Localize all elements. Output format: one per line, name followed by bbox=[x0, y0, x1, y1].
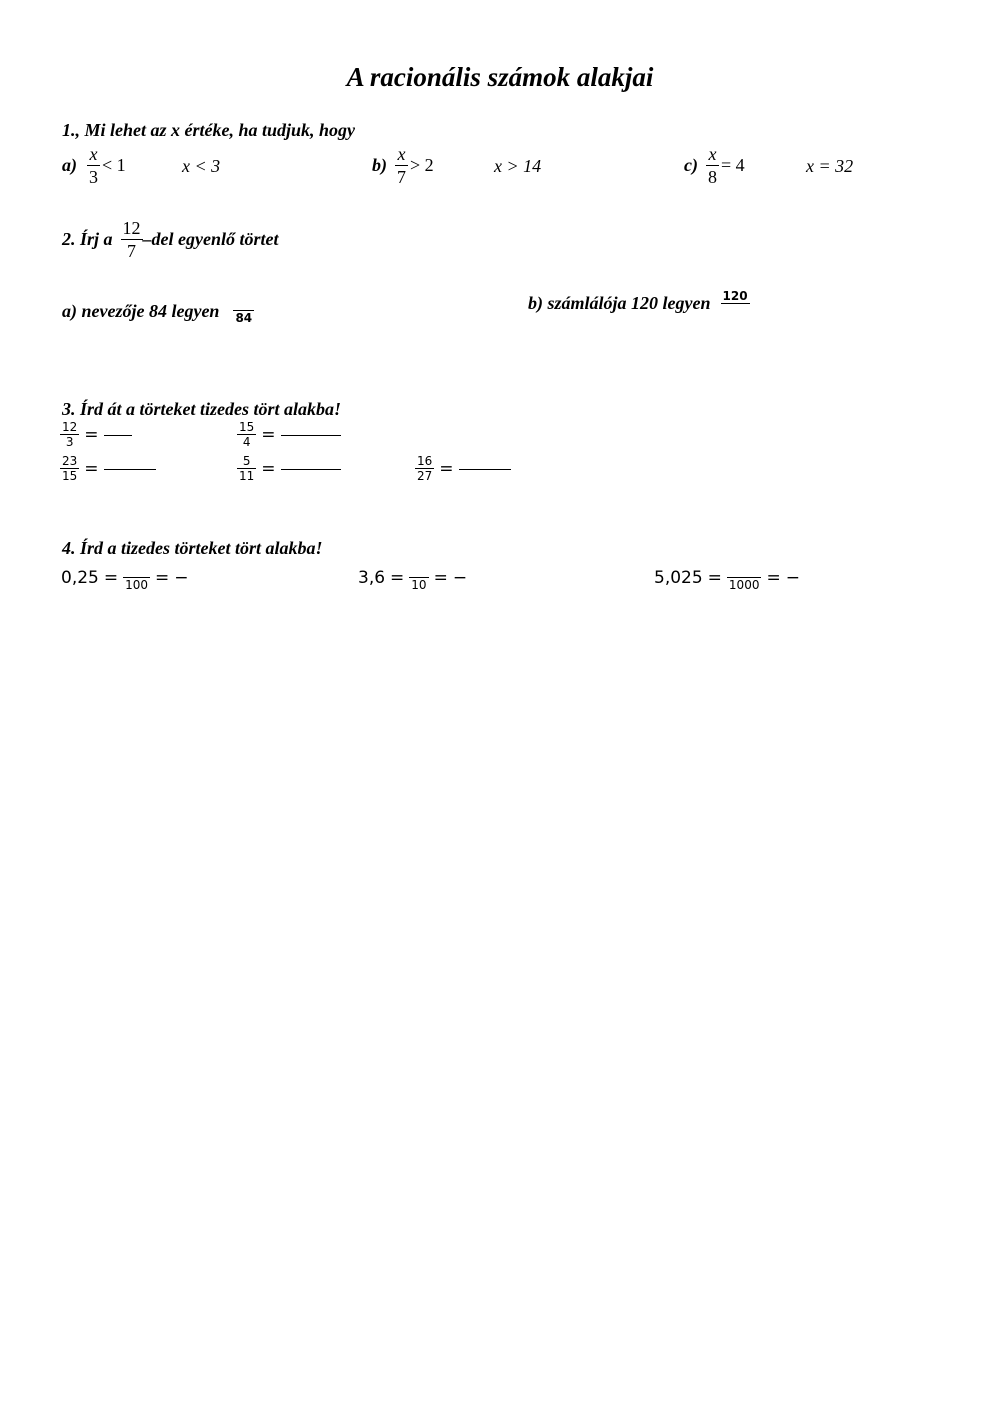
q2-b-numerator: 120 bbox=[722, 289, 748, 303]
q1-c-relation: = 4 bbox=[720, 155, 745, 175]
equals-sign: = bbox=[766, 568, 781, 588]
q2-part-a bbox=[62, 298, 254, 324]
q2-b-fraction bbox=[721, 290, 750, 316]
q4-decimal: 0,25 bbox=[61, 568, 99, 588]
q1-c-denominator: 8 bbox=[707, 167, 717, 187]
q3-fraction: $\frac{12}{3}$ bbox=[62, 420, 78, 449]
q1-a-answer: x < 3 bbox=[182, 156, 221, 176]
question-3-heading: 3. Írd át a törteket tizedes tört alakba! bbox=[62, 399, 341, 419]
question-1-heading: 1., Mi lehet az x értéke, ha tudjuk, hogy bbox=[62, 120, 356, 140]
q2-a-denominator: 84 bbox=[235, 311, 253, 325]
equals-sign: = bbox=[707, 568, 722, 588]
q2-b-label: b) számlálója 120 legyen bbox=[528, 292, 711, 313]
q4-exercise-3 bbox=[654, 565, 800, 591]
q3-fraction: $\frac{5}{11}$ bbox=[239, 454, 255, 483]
q1-item-a bbox=[62, 145, 126, 186]
q2-part-b bbox=[528, 290, 750, 316]
q1-item-c bbox=[684, 145, 745, 186]
q2-a-label: a) nevezője 84 legyen bbox=[62, 300, 220, 321]
q3-fraction: $\frac{23}{15}$ bbox=[62, 454, 78, 483]
equals-sign: = bbox=[84, 458, 99, 479]
q3-exercise-2 bbox=[237, 421, 341, 448]
equals-sign: = bbox=[433, 568, 448, 588]
q2-a-fraction bbox=[233, 298, 254, 324]
q4-exercise-1 bbox=[61, 565, 189, 591]
equals-sign: = bbox=[103, 568, 119, 588]
q4-fraction: 1000 bbox=[728, 578, 760, 592]
q3-fraction: $\frac{15}{4}$ bbox=[239, 420, 255, 449]
equals-sign: = bbox=[261, 424, 276, 445]
q1-b-fraction bbox=[395, 145, 408, 186]
q1-b-denominator: 7 bbox=[397, 167, 406, 187]
q1-c-label: c) bbox=[684, 155, 698, 175]
simplified-blank[interactable]: − bbox=[174, 568, 189, 588]
answer-blank[interactable] bbox=[281, 434, 341, 436]
q4-decimal: 3,6 bbox=[358, 568, 386, 588]
answer-blank[interactable] bbox=[281, 468, 341, 470]
q3-exercise-3 bbox=[60, 455, 156, 482]
q4-exercise-2 bbox=[358, 565, 467, 591]
q1-c-numerator: x bbox=[708, 144, 717, 164]
q2-fraction bbox=[121, 219, 143, 260]
question-4-heading: 4. Írd a tizedes törteket tört alakba! bbox=[62, 538, 323, 558]
q3-exercise-1 bbox=[60, 421, 132, 448]
q2-fraction-numerator: 12 bbox=[122, 218, 141, 238]
q1-c-fraction bbox=[706, 145, 719, 186]
q4-decimal: 5,025 bbox=[654, 568, 703, 588]
question-2-heading bbox=[62, 219, 278, 260]
q1-a-label: a) bbox=[62, 155, 77, 175]
q1-a-fraction bbox=[87, 145, 100, 186]
q2-fraction-denominator: 7 bbox=[127, 241, 137, 261]
q2-heading-after: –del egyenlő törtet bbox=[142, 229, 279, 249]
equals-sign: = bbox=[155, 568, 170, 588]
simplified-blank[interactable]: − bbox=[452, 568, 468, 588]
q1-c-answer: x = 32 bbox=[806, 156, 854, 176]
equals-sign: = bbox=[390, 568, 405, 588]
q3-exercise-5 bbox=[415, 455, 511, 482]
answer-blank[interactable] bbox=[104, 434, 132, 436]
q1-b-relation: > 2 bbox=[410, 155, 434, 175]
q1-a-denominator: 3 bbox=[89, 167, 98, 187]
equals-sign: = bbox=[261, 458, 276, 479]
page-title: A racionális számok alakjai bbox=[346, 62, 654, 92]
q1-item-b bbox=[372, 145, 434, 186]
q1-b-label: b) bbox=[372, 155, 387, 175]
q1-a-relation: < 1 bbox=[102, 155, 126, 175]
answer-blank[interactable] bbox=[104, 468, 156, 470]
q3-fraction: $\frac{16}{27}$ bbox=[417, 454, 433, 483]
q1-a-numerator: x bbox=[89, 144, 98, 164]
q1-b-answer: x > 14 bbox=[494, 156, 542, 176]
q1-b-numerator: x bbox=[397, 144, 406, 164]
equals-sign: = bbox=[84, 424, 99, 445]
q3-exercise-4 bbox=[237, 455, 341, 482]
q4-fraction: 100 bbox=[125, 578, 149, 592]
equals-sign: = bbox=[439, 458, 454, 479]
simplified-blank[interactable]: − bbox=[785, 568, 800, 588]
q2-heading-before: 2. Írj a bbox=[62, 229, 113, 249]
q4-fraction: 10 bbox=[411, 578, 427, 592]
answer-blank[interactable] bbox=[459, 468, 511, 470]
